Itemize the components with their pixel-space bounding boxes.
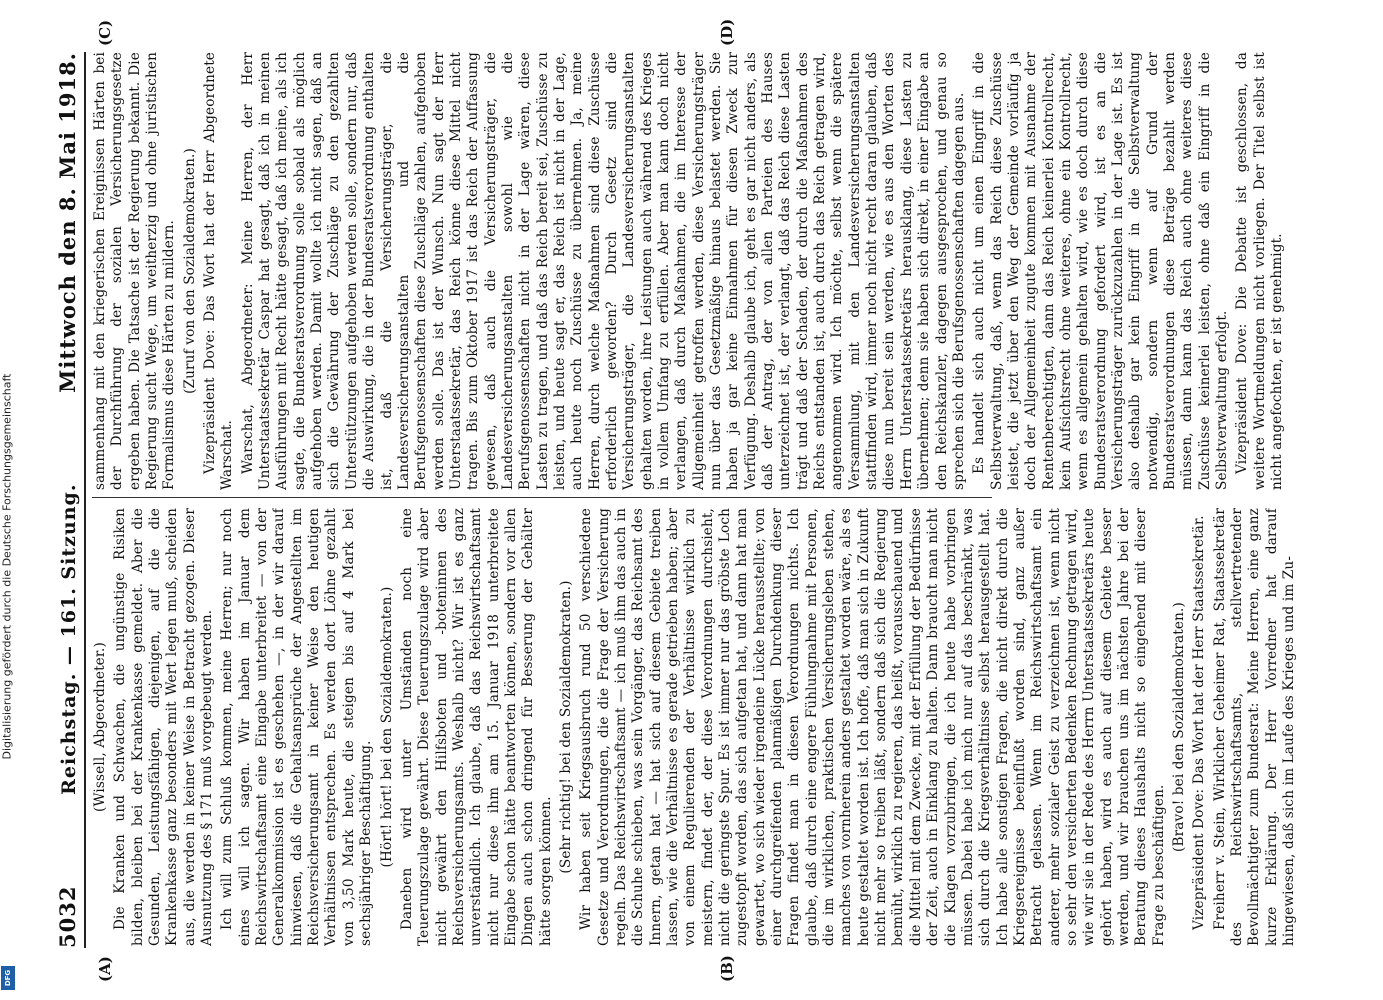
paragraph: Daneben wird unter Umständen noch eine Teuerungszulage gewährt. Diese Teuerungszulage wird aber nicht gewährt den Hilfsboten und -boteninnen des Reichsversicherungsamts. Weshalb nicht? Wir ist es ganz unverständlich. Ich glaube, daß das Reichswirtschaftsamt nicht nur diese ihm am 15. Januar 1918 unterbreitete Eingabe schon hätte beantworten können, sondern vor allen Dingen auch schon dringend für Besserung der Gehälter hätte sorgen können.: [398, 508, 554, 946]
page-number: 5032: [55, 885, 80, 948]
interjection: (Zuruf von den Sozialdemokraten.): [181, 148, 198, 394]
speaker-paragraph: Warschat, Abgeordneter: Meine Herren, der Herr Unterstaatssekretär Caspar hat gesagt, daß ich in meinen Ausführungen mit Recht hätte gesagt, daß ich meine, als ich sagte, die Bundesratsverordnung solle sobald als möglich aufgehoben werden. Damit wollte ich nicht sagen, daß an sich die Gewährung der Zuschläge zu den gezahlten Unterstützungen aufgehoben werden solle, sondern nur, daß die Auswirkung, die in der Bundesratsverordnung enthalten ist, daß die Versicherungsträger, die Landesversicherungsanstalten und die Berufsgenossenschaften diese Zuschläge zahlen, aufgehoben werden solle. Das ist der Wunsch. Nun sagt der Herr Unterstaatssekretär, das Reich könne diese Mittel nicht tragen. Bis zum Oktober 1917 ist das Reich der Auffassung gewesen, daß auch die Versicherungsträger, die Landesversicherungsanstalten sowohl wie die Berufsgenossenschaften nicht in der Lage wären, diese Lasten zu tragen, und daß das Reich bereit sei, Zuschüsse zu leisten, und heute sagt er, das Reich ist nicht in der Lage, auch heute noch Zuschüsse zu übernehmen. Ja, meine Herren, durch welche Maßnahmen sind diese Zuschüsse erforderlich geworden? Durch Gesetz sind die Versicherungsträger, die Landesversicherungsanstalten gehalten worden, ihre Leistungen auch während des Krieges in vollem Umfang zu erfüllen. Aber man kann doch nicht verlangen, daß durch Maßnahmen, die im Interesse der Allgemeinheit getroffen werden, diese Versicherungsträger nun über das Gesetzmäßige hinaus belastet werden. Sie haben ja gar keine Einnahmen für diesen Zweck zur Verfügung. Deshalb glaube ich, geht es gar nicht anders, als daß der Antrag, der von allen Parteien des Hauses unterzeichnet ist, der verlangt, daß das Reich diese Lasten trägt und daß der Schaden, der durch die Maßnahmen des Reichs entstanden ist, auch durch das Reich getragen wird, angenommen wird. Ich möchte, selbst wenn die spätere Versammlung, mit den Landesversicherungsanstalten stattfinden wird, immer noch nicht recht daran glauben, daß diese nun bereit sein werden, wie es aus den Worten des Herrn Unterstaatssekretärs herausklang, diese Lasten zu übernehmen; denn sie haben sich direkt, in einer Eingabe an den Reichskanzler, dagegen ausgesprochen, und genau so sprechen sich die Berufsgenossenschaften dagegen aus.: [239, 52, 967, 490]
left-text-column: [92, 508, 1322, 946]
speaker-paragraph: Vizepräsident Dove: Das Wort hat der Herr Staatssekretär.: [1191, 515, 1208, 930]
speaker-paragraph: Freiherr v. Stein, Wirklicher Geheimer Rat, Staatssekretär des Reichswirtschaftsamts, stellvertretender Bevollmächtigter zum Bundesrat: Meine Herren, eine ganz kurze Erklärung. Der Herr Vorredner hat darauf hingewiesen, daß sich im Laufe des Krieges und im Zu-: [1211, 508, 1298, 946]
header-date: Mittwoch den 8. Mai 1918.: [55, 52, 80, 393]
paragraph: Ich will zum Schluß kommen, meine Herren; nur noch eines will ich sagen. Wir haben im Januar dem Reichswirtschaftsamt eine Eingabe unterbreitet — von der Generalkommission ist es geschehen —, in der wir darauf hinwiesen, daß die Gehaltsansprüche der Angestellten im Reichsversicherungsamt in keiner Weise den heutigen Verhältnissen entsprechen. Es werden dort Löhne gezahlt von 3,50 Mark heute, die steigen bis auf 4 Mark bei sechsjähriger Beschäftigung.: [219, 508, 375, 946]
header-title: Reichstag. — 161. Sitzung.: [58, 483, 80, 795]
digitization-credit-text: Digitalisierung gefördert durch die Deutsche Forschungsgemeinschaft: [0, 373, 14, 760]
speaker-paragraph: Vizepräsident Dove: Die Debatte ist geschlossen, da weitere Wortmeldungen nicht vorliegen. Der Titel selbst ist nicht angefochten, er ist genehmigt.: [1234, 52, 1286, 490]
margin-marker-c: (C): [96, 19, 114, 46]
dfg-logo: [1, 966, 15, 990]
margin-marker-b: (B): [718, 955, 736, 982]
column-divider: [92, 497, 992, 498]
right-text-column: [92, 52, 1322, 490]
rotated-document-page: [18, 10, 1363, 990]
digitization-credit: [0, 140, 14, 1000]
interjection: (Sehr richtig! bei den Sozialdemokraten.): [557, 580, 574, 874]
margin-marker-a: (A): [96, 956, 114, 982]
interjection: (Bravo! bei den Sozialdemokraten.): [1170, 602, 1187, 852]
scanned-page: [18, 10, 1363, 990]
dfg-logo-text: DFG: [4, 969, 12, 987]
interjection: (Hört! hört! bei den Sozialdemokraten.): [378, 586, 395, 868]
paragraph: Die Kranken und Schwachen, die ungünstige Risiken bilden, bleiben bei der Krankenkasse gemeldet. Aber die Gesunden, Leistungsfähigen, diejenigen, auf die die Krankenkasse ganz besonders mit Wert legen muß, scheiden aus, die werden in keiner Weise in Betracht gezogen. Dieser Ausnutzung des § 171 muß vorgebeugt werden.: [112, 508, 216, 946]
page-header: [46, 52, 86, 948]
paragraph: Es handelt sich auch nicht um einen Eingriff in die Selbstverwaltung, daß, wenn das Reich diese Zuschüsse leistet, die jetzt über den Weg der Gemeinde vorläufig ja doch der Allgemeinheit zugute kommen mit Ausnahme der Rentenberechtigten, dann das Reich keinerlei Kontrollrecht, kein Aufsichtsrecht ohne weiteres, ohne ein Kontrollrecht, wenn es allgemein gehalten wird, wie es doch durch diese Bundesratsverordnung gefordert wird, ist es an die Versicherungsträger zurückzuzahlen in der Lage ist. Es ist also deshalb gar kein Eingriff in die Selbstverwaltung notwendig, sondern wenn auf Grund der Bundesratsverordnungen diese Beträge bezahlt werden müssen, dann kann das Reich auch ohne weiteres diese Zuschüsse keinerlei leisten, ohne daß ein Eingriff in die Selbstverwaltung erfolgt.: [971, 52, 1230, 490]
paragraph: Wir haben seit Kriegsausbruch rund 50 verschiedene Gesetze und Verordnungen, die die Frage der Versicherung regeln. Das Reichswirtschaftsamt — ich muß ihm das auch in die Schuhe schieben, was sein Vorgänger, das Reichsamt des Innern, getan hat — hat sich auf diesem Gebiete treiben lassen, wie die Verhältnisse es gerade getrieben haben; aber von einem Regulierenden der Verhältnisse wirklich zu meistern, findet der, der diese Verordnungen durchsieht, nicht die geringste Spur. Es ist immer nur das gröbste Loch zugestopft worden, das sich aufgetan hat, und dann hat man gewartet, wo sich wieder irgendeine Lücke herausstellte; von einer durchgreifenden planmäßigen Durchdenkung dieser Fragen findet man in diesen Verordnungen nichts. Ich glaube, daß durch eine engere Fühlungnahme mit Personen, die im wirklichen, praktischen Versicherungsleben stehen, manches von vornherein anders gestaltet worden wäre, als es heute gestaltet worden ist. Ich hoffe, daß man sich in Zukunft nicht mehr so treiben läßt, sondern daß sich die Regierung bemüht, wirklich zu regieren, das heißt, vorausschauend und die Mittel mit dem Zwecke, mit der Erfüllung der Bedürfnisse der Zeit, auch in Einklang zu halten. Dann braucht man nicht die Klagen vorzubringen, die ich heute habe vorbringen müssen. Dabei habe ich mich nur auf das beschränkt, was sich durch die Kriegsverhältnisse selbst herausgestellt hat. Ich habe alle sonstigen Fragen, die nicht direkt durch die Kriegsereignisse beeinflußt worden sind, ganz außer Betracht gelassen. Wenn im Reichswirtschaftsamt ein anderer, mehr sozialer Geist zu verzeichnen ist, wenn nicht so sehr den versicherten Bedenken Rechnung getragen wird, wie wir sie in der Rede des Herrn Unterstaatssekretärs heute gehört haben, wird es auch auf diesem Gebiete besser werden, und wir brauchen uns im nächsten Jahre bei der Beratung dieses Haushalts nicht so eingehend mit dieser Frage zu beschäftigen.: [578, 508, 1167, 946]
margin-marker-d: (D): [718, 18, 736, 46]
speaker-paragraph: Vizepräsident Dove: Das Wort hat der Herr Abgeordnete Warschat.: [202, 52, 236, 490]
paragraph: sammenhang mit den kriegerischen Ereignissen Härten bei der Durchführung der sozialen Versicherungsgesetze ergeben haben. Die Tatsache ist der Regierung bekannt. Die Regierung sucht Wege, um weitherzig und ohne juristischen Formalismus diese Härten zu mildern.: [92, 52, 178, 490]
speaker-heading: (Wissell, Abgeordneter.): [92, 642, 108, 812]
